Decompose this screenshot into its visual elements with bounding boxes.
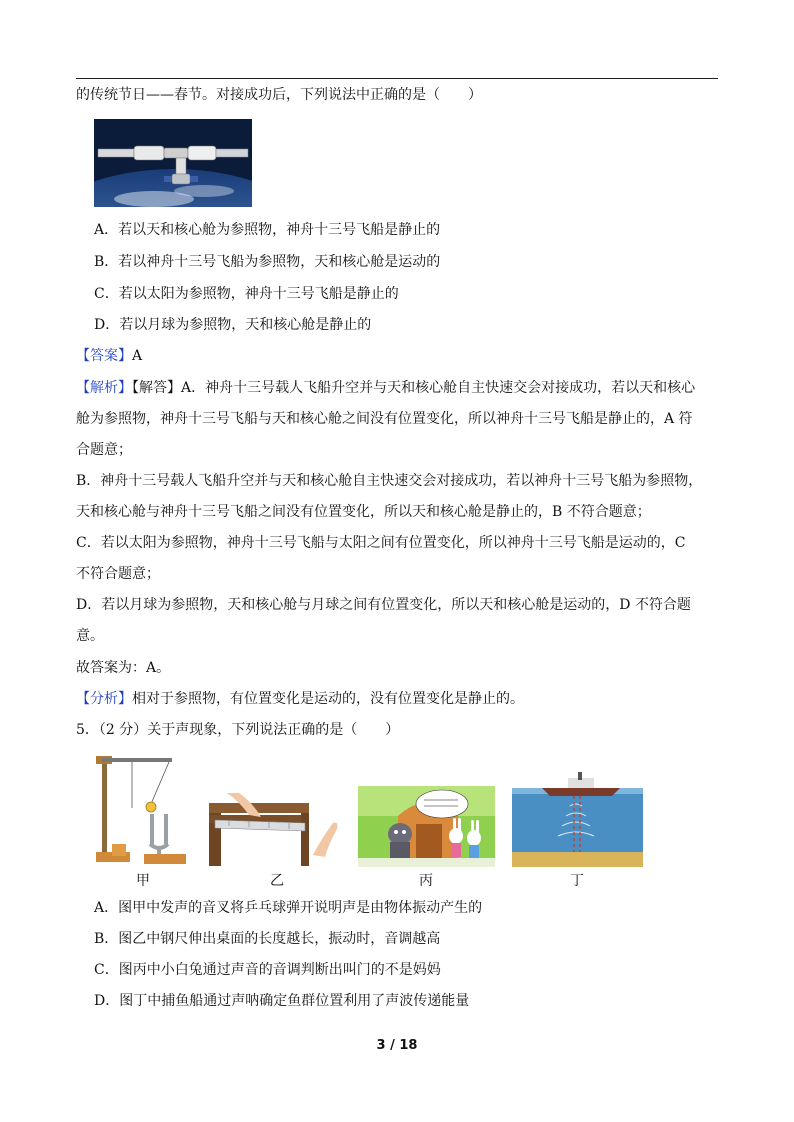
- page-number: 3 / 18: [376, 1038, 418, 1053]
- q4-option-d: D．若以月球为参照物，天和核心舱是静止的: [94, 317, 372, 333]
- caption-bing: 丙: [419, 873, 433, 889]
- q5-option-c: C．图丙中小白兔通过声音的音调判断出叫门的不是妈妈: [94, 962, 441, 978]
- answer-tag: 【答案】: [76, 348, 132, 364]
- q4-stem-tail: 的传统节日——春节。对接成功后，下列说法中正确的是（ ）: [76, 87, 482, 103]
- analysis-line-8: D．若以月球为参照物，天和核心舱与月球之间有位置变化，所以天和核心舱是运动的，D 不符合题: [76, 597, 691, 613]
- analysis-line-3: 合题意；: [76, 442, 132, 458]
- figure-ding-sonar-ship: [512, 772, 643, 867]
- q4-option-a: A．若以天和核心舱为参照物，神舟十三号飞船是静止的: [94, 222, 441, 238]
- caption-ding: 丁: [570, 873, 584, 889]
- q4-option-b: B．若以神舟十三号飞船为参照物，天和核心舱是运动的: [94, 254, 441, 270]
- q5-option-d: D．图丁中捕鱼船通过声呐确定鱼群位置利用了声波传递能量: [94, 993, 470, 1009]
- analysis-line-2: 舱为参照物，神舟十三号飞船与天和核心舱之间没有位置变化，所以神舟十三号飞船是静止的，A 符: [76, 411, 693, 427]
- analysis-line-7: 不符合题意；: [76, 566, 160, 582]
- q4-option-c: C．若以太阳为参照物，神舟十三号飞船是静止的: [94, 286, 399, 302]
- fenxi-text: 相对于参照物，有位置变化是运动的，没有位置变化是静止的。: [132, 691, 524, 707]
- q5-option-a: A．图甲中发声的音叉将乒乓球弹开说明声是由物体振动产生的: [94, 900, 483, 916]
- analysis-tag: 【解析】: [76, 380, 132, 396]
- q5-stem: 5．（2 分）关于声现象，下列说法正确的是（ ）: [76, 722, 400, 738]
- analysis-text-1: 【解答】A．神舟十三号载人飞船升空并与天和核心舱自主快速交会对接成功，若以天和核心: [132, 380, 696, 396]
- q5-option-b: B．图乙中钢尺伸出桌面的长度越长，振动时，音调越高: [94, 931, 441, 947]
- fenxi-line: [76, 689, 524, 709]
- header-rule: [76, 78, 718, 79]
- caption-jia: 甲: [136, 873, 150, 889]
- answer-value: A: [132, 348, 143, 364]
- caption-yi: 乙: [270, 873, 284, 889]
- figure-jia-tuning-fork: [94, 752, 192, 868]
- analysis-line-5: 天和核心舱与神舟十三号飞船之间没有位置变化，所以天和核心舱是静止的，B 不符合题意；: [76, 504, 651, 520]
- analysis-line-4: B．神舟十三号载人飞船升空并与天和核心舱自主快速交会对接成功，若以神舟十三号飞船为参照物，: [76, 473, 703, 489]
- conclusion-line: 故答案为：A。: [76, 660, 171, 676]
- analysis-line-6: C．若以太阳为参照物，神舟十三号飞船与太阳之间有位置变化，所以神舟十三号飞船是运动的，C: [76, 535, 686, 551]
- q4-answer: [76, 346, 142, 366]
- figure-yi-ruler: [209, 793, 346, 866]
- analysis-line-1: [76, 378, 695, 398]
- fenxi-tag: 【分析】: [76, 691, 132, 707]
- analysis-line-9: 意。: [76, 628, 104, 644]
- figure-bing-cartoon: [358, 786, 495, 867]
- space-station-image: [94, 119, 252, 207]
